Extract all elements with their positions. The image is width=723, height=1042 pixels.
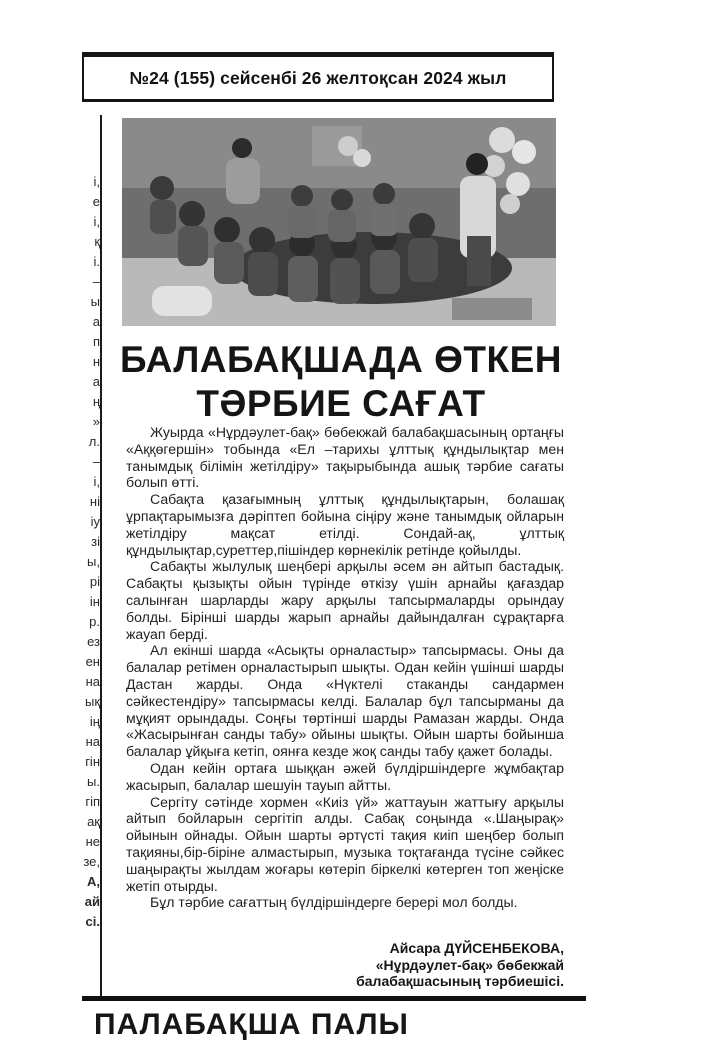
previous-column-line: і, [93,214,100,229]
previous-column-line: ық [84,694,100,709]
previous-column-line: зе, [83,854,100,869]
previous-column-line: ы, [87,554,100,569]
author-name: Айсара ДҮЙСЕНБЕКОВА, [389,940,564,956]
author-organization: «Нұрдәулет-бақ» бөбекжай [375,956,564,973]
article-paragraph: Жуырда «Нұрдәулет-бақ» бөбекжай балабақшасының ортаңғы «Аққөгершін» тобында «Ел –тарихы ұлттық құндылықтар мен танымдық білімін жетілдіру» тақырыбында ашық тәрбие сағаты болып өтті. [126,424,564,491]
previous-column-line: іу [90,514,100,529]
issue-header-bar [82,52,554,102]
previous-column-line: на [85,674,100,689]
previous-column-line: ез [87,634,100,649]
previous-column-line: гін [85,754,100,769]
issue-header: №24 (155) сейсенбі 26 желтоқсан 2024 жыл [129,67,507,88]
article-title [116,338,566,426]
previous-article-column [82,172,100,992]
previous-column-line: гіп [85,794,100,809]
previous-column-line: і, [93,174,100,189]
bottom-divider [82,996,586,1001]
previous-column-line: А, [87,874,100,889]
previous-column-line: а [92,374,100,389]
previous-column-line: і. [93,254,100,269]
article-body [126,424,564,911]
article-paragraph: Сабақты жылулық шеңбері арқылы әсем ән айтып бастадық. Сабақты қызықты ойын түрінде өткізу үшін арнайы қағаздар салынған шарларды жару арқылы тапсырмаларды орындау болды. Бірінші шарды жарып арнайы дайындалған сұрақтарға жауап берді. [126,558,564,642]
column-divider [100,115,102,997]
previous-column-line: қ [94,234,100,249]
author-signature [300,940,564,990]
previous-column-line: ен [85,654,100,669]
classroom-photo-illustration [122,118,556,326]
previous-column-line: е [92,194,100,209]
previous-column-line: ақ [87,814,100,829]
article-paragraph: Сергіту сәтінде хормен «Киіз үй» жаттауын жаттығу арқылы айтып бойларын сергітіп алды. Сабақ соңында «.Шаңырақ» ойынын ойнады. Ойын шарты әртүсті тақия киіп шеңбер болып тақияны,бір-біріне алмастырып, музыка тоқтағанда түсіне сәйкес шаңырақты жылдам жоғары көтеріп біркелкі көтерген топ жеңіске жетіп отырды. [126,793,564,894]
previous-column-line: не [85,834,100,849]
previous-column-line: а [92,314,100,329]
previous-column-line: на [85,734,100,749]
previous-column-line: зі [91,534,100,549]
next-article-title: ПАЛАБАҚША ПАЛЫ [94,1008,409,1041]
previous-column-line: п [92,334,100,349]
previous-column-line: рі [89,574,100,589]
article-paragraph: Сабақта қазағымның ұлттық құндылықтарын, болашақ ұрпақтарымызға дәріптеп бойына сіңіру және танымдық ойларын жетілдіру мақсат етілді. Сондай-ақ, ұлттық құндылықтар,суреттер,пішіндер көрнекілік ретінде қойылды. [126,491,564,558]
article-paragraph: Ал екінші шарда «Асықты орналастыр» тапсырмасы. Оны да балалар ретімен орналастырып шықты. Одан кейін үшінші шарды Дастан жарды. Онда «Нүктелі стаканды сандармен сәйкестендіру» тапсырмасы келді. Балалар бұл тапсырманы да мұқият орындады. Соңғы төртінші шарды Рамазан жарды. Онда «Жасырынған санды табу» ойыны шықты. Ойын шарты бойынша балалар ұйқыға кетіп, оянға кезде жоқ санды табу қажет болады. [126,642,564,760]
previous-column-line: р. [89,614,100,629]
article-title-line: БАЛАБАҚШАДА ӨТКЕН [119,339,563,380]
previous-column-line: л. [88,434,100,449]
previous-column-line: і, [93,474,100,489]
previous-column-line: » [92,414,100,429]
previous-column-line: сі. [85,914,100,929]
article-paragraph: Бұл тәрбие сағаттың бүлдіршіндерге берері мол болды. [150,894,518,911]
previous-column-line: – [92,274,100,289]
article-title-line: ТӘРБИЕ САҒАТ [196,383,486,424]
previous-column-line: ні [89,494,100,509]
article-paragraph: Одан кейін ортаға шыққан әжей бүлдіршіндерге жұмбақтар жасырып, балалар шешуін тауып айтты. [126,759,564,793]
author-role: балабақшасының тәрбиешісі. [356,973,564,989]
next-article-title-cropped [94,1008,594,1041]
previous-column-line: ін [89,594,100,609]
previous-column-line: н [92,354,100,369]
article-photo [122,118,556,326]
previous-column-line: – [92,454,100,469]
previous-column-line: ң [92,394,100,409]
previous-column-line: ы [90,294,100,309]
previous-column-line: ай [84,894,100,909]
previous-column-line: ің [89,714,100,729]
previous-column-line: ы. [87,774,100,789]
